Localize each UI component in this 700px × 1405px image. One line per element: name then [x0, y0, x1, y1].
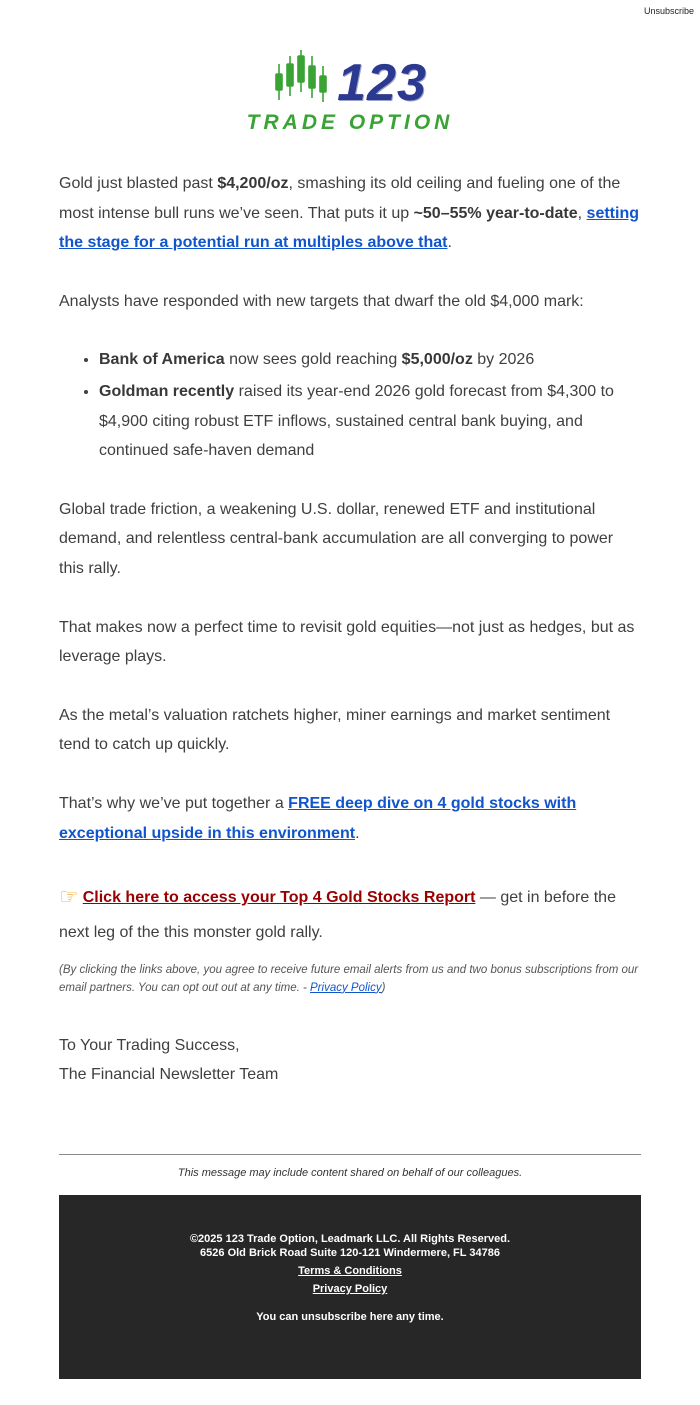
colleagues-note: This message may include content shared on behalf of our colleagues. [177, 1167, 523, 1180]
top4-report-link[interactable]: Click here to access your Top 4 Gold Stocks Report [82, 889, 476, 907]
analysts-paragraph: Analysts have responded with new targets that dwarf the old $4,000 mark: [59, 292, 584, 310]
intro-text-2: , smashing its old ceiling and fueling one of the most intense bull runs we’ve seen. That puts it up [59, 175, 621, 222]
brand-logo [59, 48, 641, 135]
pointing-right-hand-icon: ☞ [59, 884, 79, 910]
signoff-line-2: The Financial Newsletter Team [59, 1066, 279, 1084]
logo-wordmark: TRADE OPTION [246, 111, 454, 134]
offer-paragraph [59, 789, 641, 848]
bullet2-bold-goldman: Goldman recently [99, 382, 235, 400]
unsubscribe-link[interactable]: Unsubscribe [643, 6, 694, 16]
bullet2-text-1: raised its year-end 2026 gold forecast from $4,300 to $4,900 citing robust ETF inflows, sustained central bank buying, and continued safe-haven demand [99, 382, 614, 460]
offer-text-1: That’s why we’ve put together a [59, 794, 289, 812]
intro-text-1: Gold just blasted past [59, 175, 218, 192]
divider-line [59, 1154, 641, 1155]
footer [59, 1195, 641, 1379]
stage-for-run-link[interactable]: setting the stage for a potential run at multiples above that [59, 204, 639, 252]
footer-unsubscribe-note: You can unsubscribe here any time. [256, 1311, 444, 1323]
footer-privacy-policy-link[interactable]: Privacy Policy [312, 1283, 388, 1295]
list-item [99, 345, 641, 375]
intro-bold-ytd: ~50–55% year-to-date [413, 204, 578, 222]
intro-bold-price: $4,200/oz [217, 175, 289, 192]
cta-paragraph [59, 877, 641, 947]
analyst-targets-list [59, 345, 641, 465]
intro-text-4: . [447, 234, 452, 252]
fine-print-text-1: (By clicking the links above, you agree to receive future email alerts from us and two bonus subscriptions from our email partners. You can opt out out at any time. - [59, 964, 639, 994]
terms-conditions-link[interactable]: Terms & Conditions [298, 1265, 402, 1277]
timing-paragraph: That makes now a perfect time to revisit gold equities—not just as hedges, but as leverage plays. [59, 618, 635, 666]
bullet1-text-1: now sees gold reaching [224, 351, 402, 369]
signoff [59, 1031, 641, 1090]
drivers-paragraph: Global trade friction, a weakening U.S. dollar, renewed ETF and institutional demand, and relentless central-bank accumulation are all converging to power this rally. [59, 500, 614, 577]
privacy-policy-link[interactable]: Privacy Policy [310, 981, 382, 994]
bullet1-text-2: by 2026 [472, 351, 535, 369]
sentiment-paragraph: As the metal’s valuation ratchets higher, miner earnings and market sentiment tend to catch up quickly. [59, 706, 611, 754]
candlestick-chart-icon [273, 48, 331, 109]
footer-copyright: ©2025 123 Trade Option, Leadmark LLC. All Rights Reserved. [189, 1233, 511, 1246]
logo-number: 123 [337, 54, 427, 112]
bullet1-bold-bank: Bank of America [99, 351, 225, 369]
free-deep-dive-link[interactable]: FREE deep dive on 4 gold stocks with exceptional upside in this environment [59, 794, 577, 842]
fine-print [59, 962, 641, 997]
signoff-line-1: To Your Trading Success, [59, 1036, 240, 1054]
footer-address: 6526 Old Brick Road Suite 120-121 Windermere, FL 34786 [200, 1247, 500, 1260]
offer-text-2: . [355, 824, 360, 842]
fine-print-text-2: ) [381, 981, 386, 994]
intro-text-3: , [577, 204, 587, 222]
intro-paragraph [59, 169, 641, 258]
list-item [99, 377, 641, 466]
bullet1-bold-price: $5,000/oz [401, 351, 473, 369]
cta-text-1: — get in before the next leg of the this monster gold rally. [59, 889, 616, 941]
email-body [59, 0, 641, 1379]
